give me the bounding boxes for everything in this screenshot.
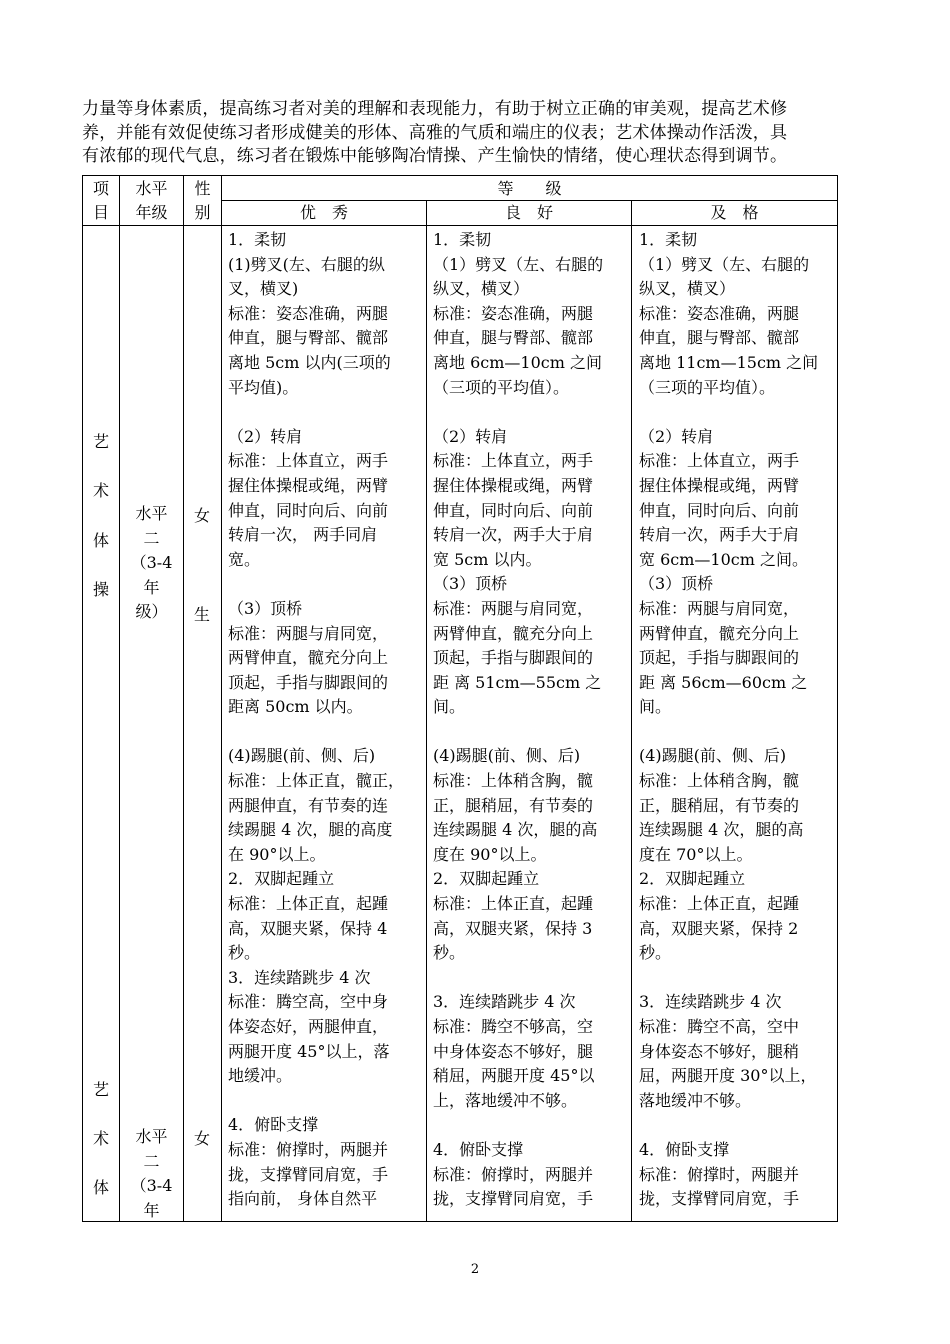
excellent-line: 1．柔韧 bbox=[228, 230, 287, 249]
good-line: 高，双腿夹紧，保持 3 bbox=[433, 918, 593, 938]
pass-line: 离地 11cm—15cm 之间 bbox=[639, 352, 819, 372]
blank-line bbox=[639, 400, 835, 425]
good-line: 离地 6cm—10cm 之间 bbox=[433, 352, 602, 372]
excellent-line: 转肩一次， 两手同肩 bbox=[228, 525, 378, 545]
excellent-line: 两腿伸直，有节奏的连 bbox=[228, 795, 389, 815]
good-line: 度在 90°以上。 bbox=[433, 844, 547, 864]
excellent-line: 秒。 bbox=[228, 943, 261, 963]
pass-line: (4)踢腿(前、侧、后) bbox=[639, 746, 787, 766]
pass-line: （三项的平均值）。 bbox=[639, 377, 776, 397]
table-border-top bbox=[82, 175, 838, 176]
good-line: 顶起，手指与脚跟间的 bbox=[433, 648, 594, 668]
blank-line bbox=[433, 1113, 629, 1138]
pass-line: 纵叉，横叉） bbox=[639, 279, 736, 299]
page-number: 2 bbox=[470, 1262, 480, 1277]
good-line: 拢，支撑臂同肩宽，手 bbox=[433, 1189, 594, 1209]
header-gender-line: 别 bbox=[194, 203, 211, 222]
pass-line: 屈，两腿开度 30°以上， bbox=[639, 1066, 817, 1086]
good-line: 标准：俯撑时，两腿并 bbox=[433, 1164, 594, 1184]
excellent-line: 离地 5cm 以内(三项的 bbox=[228, 352, 391, 372]
good-line: (4)踢腿(前、侧、后) bbox=[433, 746, 581, 766]
level-line: 水平 bbox=[135, 1127, 168, 1146]
pass-line: 落地缓冲不够。 bbox=[639, 1090, 752, 1110]
good-line: 握住体操棍或绳，两臂 bbox=[433, 475, 594, 495]
pass-line: 2．双脚起踵立 bbox=[639, 869, 746, 889]
blank-line bbox=[433, 400, 629, 425]
item-char: 操 bbox=[92, 580, 109, 599]
level-line: （3-4 bbox=[130, 553, 173, 573]
pass-line: 标准：两腿与肩同宽， bbox=[639, 598, 800, 618]
blank-line bbox=[228, 720, 424, 745]
table-border-right bbox=[837, 175, 838, 1222]
header-item bbox=[83, 177, 119, 225]
blank-line bbox=[433, 966, 629, 991]
pass-line: 间。 bbox=[639, 697, 672, 717]
pass-line: 宽 6cm—10cm 之间。 bbox=[639, 549, 808, 569]
pass-line: 3．连续踏跳步 4 次 bbox=[639, 992, 782, 1012]
level-line: 级） bbox=[135, 602, 168, 622]
pass-line: 1．柔韧 bbox=[639, 230, 698, 249]
good-line: 标准：上体正直，起踵 bbox=[433, 894, 594, 914]
pass-line: 度在 70°以上。 bbox=[639, 844, 753, 864]
excellent-line: (4)踢腿(前、侧、后) bbox=[228, 746, 376, 766]
gender-char: 女 bbox=[193, 1129, 210, 1148]
pass-line: 顶起，手指与脚跟间的 bbox=[639, 648, 800, 668]
gender-char: 生 bbox=[193, 605, 210, 624]
excellent-line: 4．俯卧支撑 bbox=[228, 1115, 319, 1135]
pass-line: 4．俯卧支撑 bbox=[639, 1139, 730, 1159]
header-bottom-border bbox=[82, 225, 838, 226]
header-gender-line: 性 bbox=[194, 179, 211, 198]
excellent-line: 叉，横叉) bbox=[228, 279, 299, 299]
item-char: 体 bbox=[92, 531, 109, 550]
good-line: 连续踢腿 4 次，腿的高 bbox=[433, 820, 598, 840]
level-line: 二 bbox=[143, 528, 160, 548]
column-divider bbox=[221, 175, 222, 1222]
excellent-line: 握住体操棍或绳，两臂 bbox=[228, 475, 389, 495]
pass-line: 标准：上体直立，两手 bbox=[639, 451, 800, 471]
good-line: 中身体姿态不够好，腿 bbox=[433, 1041, 594, 1061]
pass-line: 两臂伸直，髋充分向上 bbox=[639, 623, 800, 643]
header-good: 良 好 bbox=[504, 203, 553, 222]
blank-line bbox=[228, 572, 424, 597]
good-line: （3）顶桥 bbox=[433, 574, 508, 594]
excellent-line: 指向前， 身体自然平 bbox=[228, 1189, 378, 1209]
level-line: 年 bbox=[143, 1200, 160, 1220]
pass-line: 拢，支撑臂同肩宽，手 bbox=[639, 1189, 800, 1209]
intro-line: 力量等身体素质，提高练习者对美的理解和表现能力，有助于树立正确的审美观，提高艺术修 bbox=[82, 99, 788, 119]
item-char: 体 bbox=[92, 1178, 109, 1197]
excellent-line: 伸直，同时向后、向前 bbox=[228, 500, 389, 520]
level-cell bbox=[120, 1125, 183, 1223]
gender-char: 女 bbox=[193, 506, 210, 525]
good-line: 宽 5cm 以内。 bbox=[433, 549, 542, 569]
pass-line: 标准：上体稍含胸，髋 bbox=[639, 771, 800, 791]
excellent-line: 伸直，腿与臀部、髋部 bbox=[228, 328, 389, 348]
excellent-line: (1)劈叉(左、右腿的纵 bbox=[228, 254, 385, 274]
good-line: 纵叉，横叉） bbox=[433, 279, 530, 299]
table-border-bottom bbox=[82, 1221, 838, 1222]
good-line: （2）转肩 bbox=[433, 426, 508, 446]
column-divider bbox=[631, 200, 632, 1222]
pass-line: 标准：姿态准确，两腿 bbox=[639, 303, 800, 323]
pass-line: 高，双腿夹紧，保持 2 bbox=[639, 918, 799, 938]
blank-line bbox=[639, 966, 835, 991]
excellent-line: 高，双腿夹紧，保持 4 bbox=[228, 918, 388, 938]
header-item-line: 项 bbox=[92, 179, 109, 198]
pass-line: （3）顶桥 bbox=[639, 574, 714, 594]
excellent-line: 在 90°以上。 bbox=[228, 844, 326, 864]
header-pass: 及 格 bbox=[710, 203, 759, 222]
good-line: 转肩一次，两手大于肩 bbox=[433, 525, 594, 545]
good-line: 间。 bbox=[433, 697, 466, 717]
excellent-line: 两臂伸直，髋充分向上 bbox=[228, 648, 389, 668]
level-line: 年 bbox=[143, 577, 160, 597]
good-line: （1）劈叉（左、右腿的 bbox=[433, 254, 604, 274]
blank-line bbox=[433, 720, 629, 745]
intro-line: 养，并能有效促使练习者形成健美的形体、高雅的气质和端庄的仪表；艺术体操动作活泼，具 bbox=[82, 122, 788, 143]
good-criteria bbox=[433, 228, 629, 1212]
good-line: 4．俯卧支撑 bbox=[433, 1139, 524, 1159]
excellent-line: 标准：上体正直，髋正， bbox=[228, 771, 405, 791]
good-line: 伸直，同时向后、向前 bbox=[433, 500, 594, 520]
item-char: 术 bbox=[92, 481, 109, 500]
excellent-line: 续踢腿 4 次，腿的高度 bbox=[228, 820, 393, 840]
blank-line bbox=[639, 1113, 835, 1138]
good-line: 距 离 51cm—55cm 之 bbox=[433, 672, 602, 692]
good-line: 标准：两腿与肩同宽， bbox=[433, 598, 594, 618]
good-line: 秒。 bbox=[433, 943, 466, 963]
pass-line: 距 离 56cm—60cm 之 bbox=[639, 672, 808, 692]
good-line: 正，腿稍屈，有节奏的 bbox=[433, 795, 594, 815]
good-line: （三项的平均值）。 bbox=[433, 377, 570, 397]
item-char: 艺 bbox=[92, 1080, 109, 1099]
column-divider bbox=[119, 175, 120, 1222]
excellent-line: 地缓冲。 bbox=[228, 1066, 293, 1086]
excellent-line: （2）转肩 bbox=[228, 426, 303, 446]
pass-line: 连续踢腿 4 次，腿的高 bbox=[639, 820, 804, 840]
excellent-line: 两腿开度 45°以上，落 bbox=[228, 1041, 390, 1061]
header-grade: 等 级 bbox=[497, 179, 562, 198]
excellent-line: 顶起，手指与脚跟间的 bbox=[228, 672, 389, 692]
pass-criteria bbox=[639, 228, 835, 1212]
excellent-line: 标准：俯撑时，两腿并 bbox=[228, 1139, 389, 1159]
good-line: 稍屈，两腿开度 45°以 bbox=[433, 1066, 595, 1086]
pass-line: 秒。 bbox=[639, 943, 672, 963]
pass-line: 伸直，腿与臀部、髋部 bbox=[639, 328, 800, 348]
item-char: 术 bbox=[92, 1129, 109, 1148]
excellent-line: 3．连续踏跳步 4 次 bbox=[228, 967, 371, 987]
pass-line: 伸直，同时向后、向前 bbox=[639, 500, 800, 520]
header-item-line: 目 bbox=[92, 203, 109, 222]
level-line: （3-4 bbox=[130, 1176, 173, 1196]
pass-line: 正，腿稍屈，有节奏的 bbox=[639, 795, 800, 815]
excellent-line: 宽。 bbox=[228, 549, 261, 569]
good-line: 伸直，腿与臀部、髋部 bbox=[433, 328, 594, 348]
blank-line bbox=[228, 1089, 424, 1114]
good-line: 两臂伸直，髋充分向上 bbox=[433, 623, 594, 643]
pass-line: 握住体操棍或绳，两臂 bbox=[639, 475, 800, 495]
pass-line: 身体姿态不够好，腿稍 bbox=[639, 1041, 800, 1061]
header-level-line: 年级 bbox=[135, 203, 168, 222]
excellent-line: 拢，支撑臂同肩宽，手 bbox=[228, 1164, 389, 1184]
level-cell bbox=[120, 502, 183, 625]
excellent-line: 平均值)。 bbox=[228, 377, 299, 397]
intro-paragraph bbox=[82, 98, 872, 169]
good-line: 1．柔韧 bbox=[433, 230, 492, 249]
excellent-line: 标准：上体直立，两手 bbox=[228, 451, 389, 471]
level-line: 二 bbox=[143, 1151, 160, 1171]
excellent-line: 标准：腾空高，空中身 bbox=[228, 992, 389, 1012]
pass-line: （2）转肩 bbox=[639, 426, 714, 446]
excellent-line: 距离 50cm 以内。 bbox=[228, 697, 363, 717]
column-divider bbox=[183, 175, 184, 1222]
excellent-line: 标准：两腿与肩同宽， bbox=[228, 623, 389, 643]
good-line: 标准：上体直立，两手 bbox=[433, 451, 594, 471]
item-char: 艺 bbox=[92, 432, 109, 451]
level-line: 水平 bbox=[135, 504, 168, 523]
blank-line bbox=[639, 720, 835, 745]
good-line: 上，落地缓冲不够。 bbox=[433, 1090, 578, 1110]
header-level bbox=[120, 177, 183, 225]
pass-line: 标准：腾空不高，空中 bbox=[639, 1017, 800, 1036]
intro-line: 有浓郁的现代气息，练习者在锻炼中能够陶冶情操、产生愉快的情绪，使心理状态得到调节。 bbox=[82, 146, 788, 166]
pass-line: 转肩一次，两手大于肩 bbox=[639, 525, 800, 545]
good-line: 标准：上体稍含胸，髋 bbox=[433, 771, 594, 791]
excellent-line: （3）顶桥 bbox=[228, 598, 303, 618]
header-excellent: 优 秀 bbox=[299, 203, 348, 222]
excellent-criteria bbox=[228, 228, 424, 1212]
excellent-line: 标准：上体正直，起踵 bbox=[228, 894, 389, 914]
header-level-line: 水平 bbox=[135, 179, 168, 198]
excellent-line: 2．双脚起踵立 bbox=[228, 869, 335, 889]
header-gender bbox=[184, 177, 221, 225]
blank-line bbox=[228, 400, 424, 425]
pass-line: （1）劈叉（左、右腿的 bbox=[639, 254, 810, 274]
table-border-left bbox=[82, 175, 83, 1222]
excellent-line: 标准：姿态准确，两腿 bbox=[228, 303, 389, 323]
pass-line: 标准：上体正直，起踵 bbox=[639, 894, 800, 914]
good-line: 标准：姿态准确，两腿 bbox=[433, 303, 594, 323]
excellent-line: 体姿态好，两腿伸直， bbox=[228, 1017, 389, 1036]
good-line: 2．双脚起踵立 bbox=[433, 869, 540, 889]
good-line: 3．连续踏跳步 4 次 bbox=[433, 992, 576, 1012]
pass-line: 标准：俯撑时，两腿并 bbox=[639, 1164, 800, 1184]
good-line: 标准：腾空不够高，空 bbox=[433, 1017, 594, 1036]
column-divider bbox=[426, 200, 427, 1222]
